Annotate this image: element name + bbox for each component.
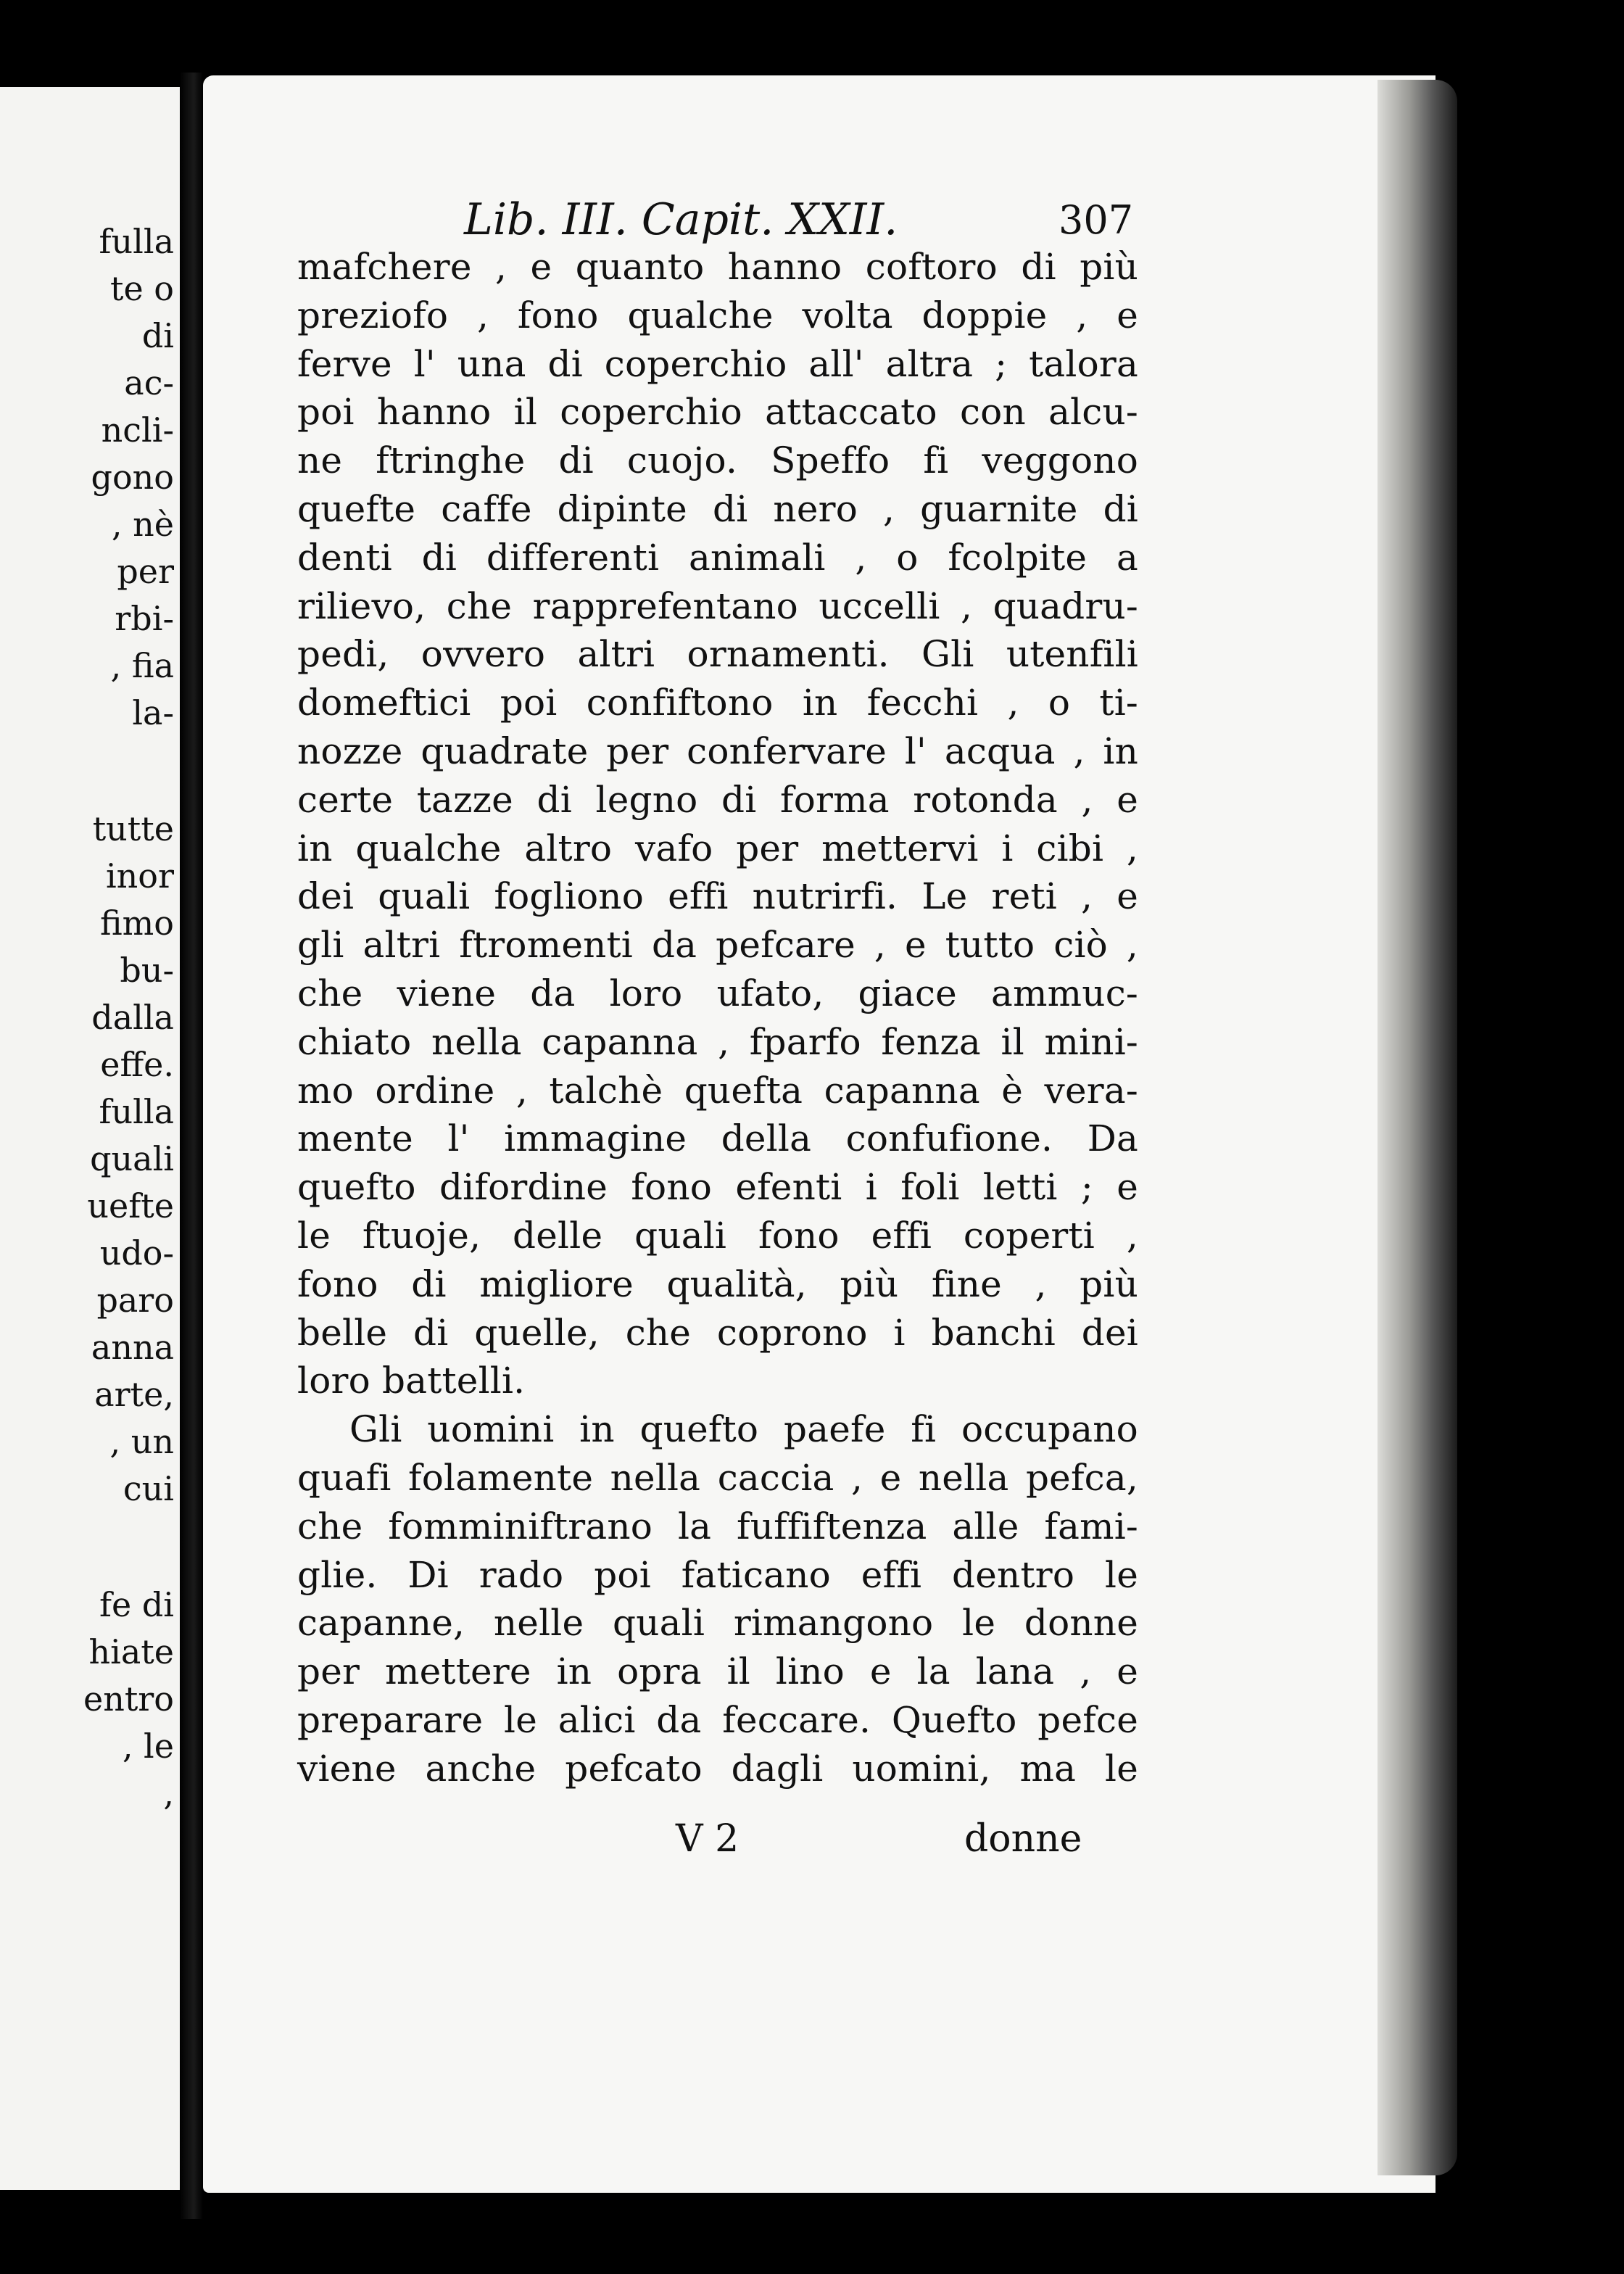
text-line: le ftuoje, delle quali fono effi coperti , (297, 1214, 1138, 1257)
signature-mark: V 2 (676, 1817, 740, 1861)
left-page-line: , un (109, 1422, 174, 1461)
left-page-line: dalla (91, 998, 174, 1037)
running-head-title: Lib. III. Capit. XXII. (464, 194, 898, 245)
left-page-line: di (141, 316, 174, 355)
text-line: belle di quelle, che coprono i banchi dei (297, 1311, 1138, 1354)
text-line: per mettere in opra il lino e la lana , e (297, 1650, 1138, 1693)
text-line: glie. Di rado poi faticano effi dentro le (297, 1553, 1138, 1596)
text-line: quefte caffe dipinte di nero , guarnite di (297, 487, 1138, 530)
text-line: che viene da loro ufato, giace ammuc- (297, 972, 1138, 1014)
text-line: chiato nella capanna , fparfo fenza il mini- (297, 1020, 1138, 1063)
text-line: preparare le alici da feccare. Quefto pefce (297, 1698, 1138, 1741)
page-edge-shadow (1378, 80, 1457, 2175)
text-line: dei quali fogliono effi nutrirfi. Le reti , e (297, 875, 1138, 918)
text-line: mo ordine , talchè quefta capanna è vera- (297, 1069, 1138, 1112)
text-line: fono di migliore qualità, più fine , più (297, 1262, 1138, 1305)
page-footer (297, 1817, 1138, 1868)
text-line: rilievo, che rapprefentano uccelli , quadru- (297, 584, 1138, 627)
left-page-line: effe. (100, 1045, 174, 1084)
left-page-line: fulla (99, 222, 174, 261)
text-line: viene anche pefcato dagli uomini, ma le (297, 1747, 1138, 1790)
text-line: certe tazze di legno di forma rotonda , e (297, 778, 1138, 821)
left-page-line: quali (90, 1139, 174, 1178)
left-page-line: , fia (110, 646, 174, 685)
left-page-line: , (163, 1774, 174, 1813)
left-page-line: gono (91, 458, 174, 497)
text-line: nozze quadrate per confervare l' acqua , in (297, 729, 1138, 772)
text-line: loro battelli. (297, 1360, 526, 1402)
left-page-line: ncli- (101, 410, 174, 450)
page-number: 307 (1058, 197, 1134, 243)
left-page-line: ac- (124, 363, 174, 402)
left-page-line: paro (96, 1281, 174, 1320)
left-page-line: tutte (92, 809, 174, 848)
text-line: in qualche altro vafo per mettervi i cibi , (297, 827, 1138, 869)
running-head (0, 194, 1146, 247)
left-page-line: fulla (99, 1092, 174, 1131)
left-page-line: anna (91, 1328, 174, 1367)
left-page-line: rbi- (115, 599, 174, 638)
text-line: quafi folamente nella caccia , e nella pefca, (297, 1456, 1138, 1499)
text-line: Gli uomini in quefto paefe fi occupano (349, 1408, 1138, 1451)
text-line: poi hanno il coperchio attaccato con alcu- (297, 391, 1138, 434)
body-text (297, 243, 1138, 1793)
book-gutter (180, 73, 203, 2219)
left-page-line: te o (109, 269, 174, 308)
left-page-line: la- (132, 693, 174, 732)
catchword: donne (964, 1817, 1082, 1861)
left-facing-page (0, 87, 183, 2190)
text-line: mafchere , e quanto hanno coftoro di più (297, 246, 1138, 288)
text-line: mente l' immagine della confufione. Da (297, 1117, 1138, 1160)
left-page-line: , le (122, 1727, 174, 1766)
left-page-line: arte, (94, 1375, 174, 1414)
left-page-line: inor (105, 856, 174, 896)
left-page-line: cui (123, 1469, 174, 1508)
left-page-line: fe di (99, 1585, 174, 1624)
text-line: ne ftringhe di cuojo. Speffo fi veggono (297, 439, 1138, 482)
left-page-line: per (117, 552, 174, 591)
text-line: gli altri ftromenti da pefcare , e tutto ciò , (297, 924, 1138, 967)
left-page-line: entro (83, 1679, 174, 1719)
text-line: ferve l' una di coperchio all' altra ; talora (297, 342, 1138, 385)
text-line: preziofo , fono qualche volta doppie , e (297, 294, 1138, 336)
left-page-line: uefte (87, 1186, 174, 1225)
text-line: domeftici poi confiftono in fecchi , o ti- (297, 682, 1138, 724)
left-page-line: , nè (111, 505, 174, 544)
left-page-line: udo- (99, 1233, 174, 1273)
text-line: capanne, nelle quali rimangono le donne (297, 1602, 1138, 1645)
text-line: pedi, ovvero altri ornamenti. Gli utenfili (297, 633, 1138, 676)
text-line: che fomminiftrano la fuffiftenza alle fami- (297, 1505, 1138, 1547)
left-page-line: bu- (120, 951, 174, 990)
left-page-line: fimo (100, 904, 174, 943)
text-line: quefto difordine fono efenti i foli letti ; e (297, 1166, 1138, 1209)
left-page-line: hiate (88, 1632, 174, 1671)
text-line: denti di differenti animali , o fcolpite a (297, 536, 1138, 579)
